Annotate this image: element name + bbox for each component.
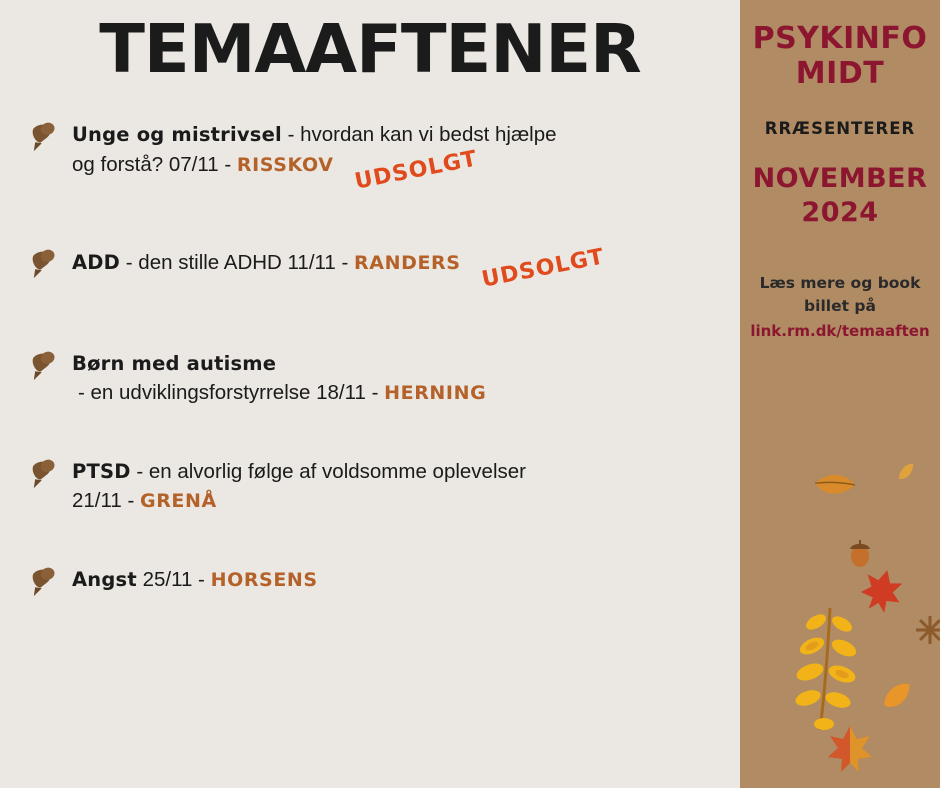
brand-line-1: PSYKINFO <box>752 21 928 56</box>
event-title: Børn med autisme <box>72 351 277 375</box>
event-city: HERNING <box>384 381 487 404</box>
star-anise-icon <box>916 616 940 644</box>
event-city: RANDERS <box>354 251 461 274</box>
brand-name <box>740 0 940 91</box>
booking-info <box>740 272 940 343</box>
rowan-leaf-icon <box>793 608 858 730</box>
list-item <box>26 457 740 515</box>
event-detail: - hvordan kan vi bedst hjælpe <box>281 123 557 147</box>
event-city: RISSKOV <box>236 154 334 177</box>
maple-leaf-icon <box>828 726 872 772</box>
event-title: Unge og mistrivsel <box>72 123 282 147</box>
event-title: PTSD <box>72 459 131 483</box>
booking-line-2: billet på <box>804 296 876 315</box>
event-detail: 25/11 - <box>136 568 211 592</box>
acorn-icon <box>850 540 870 567</box>
date-block <box>740 162 940 230</box>
booking-url[interactable]: link.rm.dk/temaaften <box>750 322 930 340</box>
leaf-icon <box>880 682 914 709</box>
event-city: HORSENS <box>210 569 318 592</box>
pushpin-icon <box>28 459 62 489</box>
month-label: NOVEMBER <box>752 163 928 194</box>
list-item <box>26 120 740 196</box>
event-detail-2: 21/11 - <box>72 489 140 513</box>
list-item <box>26 565 740 611</box>
pushpin-icon <box>28 249 62 279</box>
list-item <box>26 349 740 407</box>
status-badge: UDSOLGT <box>352 146 480 196</box>
pushpin-icon <box>28 567 62 597</box>
presents-label: RRÆSENTERER <box>764 119 916 138</box>
event-city: GRENÅ <box>140 490 217 513</box>
poster-sidebar <box>740 0 940 788</box>
event-list <box>0 120 740 611</box>
leaf-icon <box>895 462 918 481</box>
page-title: TEMAAFTENER <box>99 10 641 88</box>
year-label: 2024 <box>801 196 879 228</box>
brand-line-2: MIDT <box>795 55 885 91</box>
event-detail-2: og forstå? 07/11 - <box>72 153 237 177</box>
leaf-icon <box>814 468 857 501</box>
pushpin-icon <box>28 351 62 381</box>
pushpin-icon <box>28 122 62 152</box>
event-title: Angst <box>72 568 137 592</box>
event-detail-2: - en udviklingsforstyrrelse 18/11 - <box>78 380 385 404</box>
status-badge: UDSOLGT <box>479 244 607 293</box>
event-detail: - en alvorlig følge af voldsomme oplevelser <box>130 459 526 483</box>
event-title: ADD <box>72 250 121 274</box>
booking-line-1: Læs mere og book <box>759 273 921 292</box>
maple-leaf-icon <box>857 565 907 616</box>
event-detail: - den stille ADHD 11/11 - <box>120 250 355 274</box>
list-item <box>26 244 740 293</box>
